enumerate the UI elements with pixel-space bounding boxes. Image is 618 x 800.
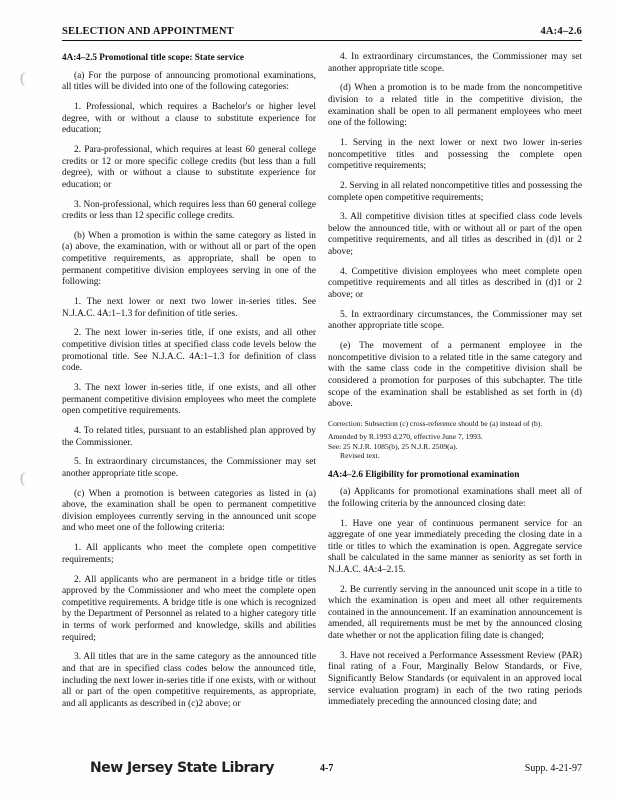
paragraph: 1. Professional, which requires a Bachelor's or higher level degree, with or without a clause to substitute experience for education; bbox=[62, 101, 316, 136]
supplement-date: Supp. 4-21-97 bbox=[524, 763, 582, 774]
paragraph: 2. The next lower in-series title, if one exists, and all other competitive division titles at specified class code levels below the promotional title. See N.J.A.C. 4A:1–1.3 for definition of class code. bbox=[62, 328, 316, 374]
paragraph: 1. Have one year of continuous permanent service for an aggregate of one year immediately preceding the closing date in a title or titles to which the examination is open. Aggregate service shall be calculated in the same manner as seniority as set forth in N.J.A.C. 4A:4–2.15. bbox=[328, 518, 582, 575]
paragraph: (c) When a promotion is between categories as listed in (a) above, the examination shall be open to permanent competitive division employees currently serving in the announced unit scope and who meet one of the following criteria: bbox=[62, 488, 316, 534]
paragraph: (a) Applicants for promotional examinations shall meet all of the following criteria by the announced closing date: bbox=[328, 487, 582, 509]
paragraph: 5. In extraordinary circumstances, the Commissioner may set another appropriate title scope. bbox=[328, 309, 582, 332]
paragraph: 3. All titles that are in the same category as the announced title and that are in specified class codes below the announced title, including the next lower in-series title if one exists, with or without all or part of the open competitive requirements, as appropriate, and all applicants as described in (c)2 above; or bbox=[62, 652, 316, 709]
paragraph: 1. Serving in the next lower or next two lower in-series noncompetitive titles and possessing the complete open competitive requirements; bbox=[328, 137, 582, 172]
right-column bbox=[328, 52, 582, 717]
paragraph: 2. All applicants who are permanent in a bridge title or titles approved by the Commissioner and who meet the complete open competitive requirements. A bridge title is one which is recognized by the Department of Personnel as related to a higher category title in terms of work performed and knowledge, skills and abilities required; bbox=[62, 574, 316, 643]
running-header bbox=[62, 24, 582, 41]
paragraph: 4. To related titles, pursuant to an established plan approved by the Commissioner. bbox=[62, 425, 316, 448]
paragraph: 3. Non-professional, which requires less than 60 general college credits or less than 12 specific college credits. bbox=[62, 199, 316, 222]
history-note: See: 25 N.J.R. 1085(b), 25 N.J.R. 2509(a). bbox=[328, 441, 458, 451]
page-number: 4-7 bbox=[320, 763, 334, 774]
paragraph: 5. In extraordinary circumstances, the Commissioner may set another appropriate title scope. bbox=[62, 457, 316, 479]
margin-mark: ( bbox=[20, 70, 26, 87]
paragraph: (e) The movement of a permanent employee in the noncompetitive division to a related title in the same category and with the same class code in the competitive division shall be considered a promotion for purposes of this subchapter. The title scope of the examination shall be established as set forth in (d) above. bbox=[328, 341, 582, 410]
paragraph: 2. Serving in all related noncompetitive titles and possessing the complete open competitive requirements; bbox=[328, 180, 582, 203]
paragraph: 1. The next lower or next two lower in-series titles. See N.J.A.C. 4A:1–1.3 for definition of title series. bbox=[62, 297, 316, 319]
paragraph: (a) For the purpose of announcing promotional examinations, all titles will be divided into one of the following categories: bbox=[62, 70, 316, 93]
header-right: 4A:4–2.6 bbox=[540, 26, 582, 37]
left-column bbox=[62, 52, 316, 719]
paragraph: 2. Para-professional, which requires at least 60 general college credits or 12 or more specific college credits (but less than a full degree), with or without a clause to substitute experience for education; or bbox=[62, 144, 316, 190]
history-note: Correction: Subsection (c) cross-reference should be (a) instead of (b). bbox=[328, 418, 543, 428]
header-left: SELECTION AND APPOINTMENT bbox=[62, 26, 234, 37]
paragraph: (d) When a promotion is to be made from the noncompetitive division to a related title in the competitive division, the examination shall be open to all permanent employees who meet one of the following: bbox=[328, 83, 582, 129]
paragraph: 1. All applicants who meet the complete open competitive requirements; bbox=[62, 543, 316, 565]
paragraph: 2. Be currently serving in the announced unit scope in a title to which the examination is open and meet all other requirements contained in the announcement. If an examination announcement is amended, all requirements must be met by the announced closing date whether or not the application filing date is changed; bbox=[328, 584, 582, 642]
margin-mark: ( bbox=[20, 470, 26, 487]
paragraph: 4. In extraordinary circumstances, the Commissioner may set another appropriate title scope. bbox=[328, 52, 582, 74]
section-heading: 4A:4–2.6 Eligibility for promotional examination bbox=[328, 468, 520, 479]
history-note: Amended by R.1993 d.270, effective June 7, 1993. bbox=[328, 432, 483, 442]
section-heading: 4A:4–2.5 Promotional title scope: State service bbox=[62, 52, 245, 62]
history-note: Revised text. bbox=[340, 451, 380, 461]
library-logo: New Jersey State Library bbox=[90, 760, 274, 776]
history-notes bbox=[328, 419, 582, 461]
paragraph: 3. The next lower in-series title, if one exists, and all other permanent competitive division employees who meet the complete open competitive requirements. bbox=[62, 382, 316, 417]
paragraph: 4. Competitive division employees who meet complete open competitive requirements and all titles as described in (d)1 or 2 above; or bbox=[328, 266, 582, 301]
paragraph: 3. All competitive division titles at specified class code levels below the announced title, with or without all or part of the open competitive requirements, and all titles as described in (d)1 or 2 above; bbox=[328, 212, 582, 258]
paragraph: 3. Have not received a Performance Assessment Review (PAR) final rating of a Four, Marginally Below Standards, or Five, Significantly Below Standards (or equivalent in an approved local service evaluation program) in each of the two rating periods immediately preceding the announced closing date; and bbox=[328, 650, 582, 708]
paragraph: (b) When a promotion is within the same category as listed in (a) above, the examination, with or without all or part of the open competitive requirements, as appropriate, shall be open to permanent competitive division employees serving in one of the following: bbox=[62, 230, 316, 288]
page-footer bbox=[62, 760, 582, 780]
